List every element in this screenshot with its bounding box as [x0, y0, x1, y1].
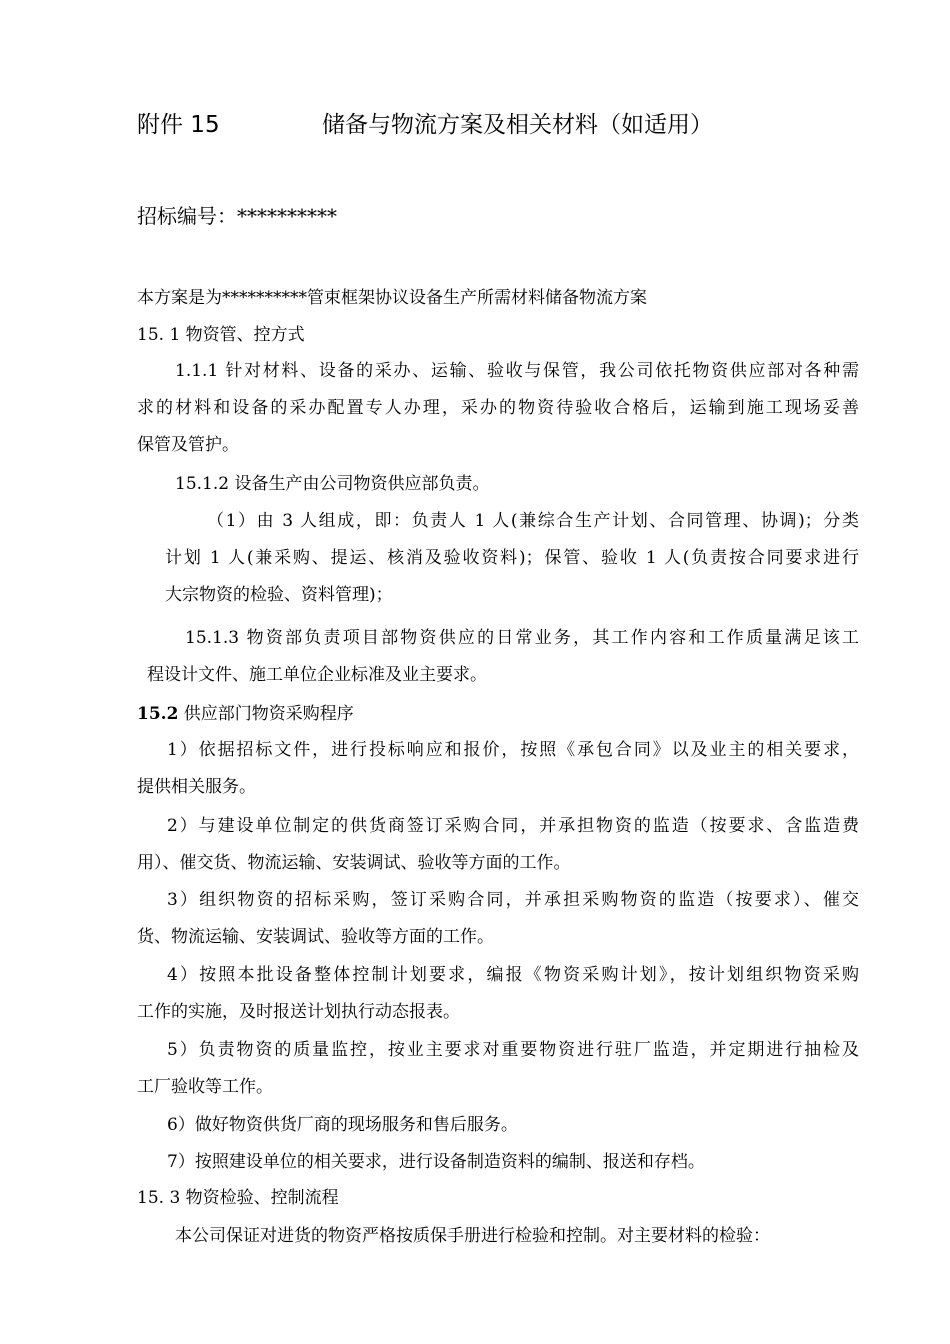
list-item-2-line1: 2）与建设单位制定的供货商签订采购合同，并承担物资的监造（按要求、含监造费 [167, 816, 859, 836]
section-15-1-heading: 15. 1 物资管、控方式 [137, 325, 305, 345]
list-item-1-line1: 1）依据招标文件，进行投标响应和报价，按照《承包合同》以及业主的相关要求， [167, 740, 859, 760]
list-item-5-line1: 5）负责物资的质量监控，按业主要求对重要物资进行驻厂监造，并定期进行抽检及 [167, 1040, 859, 1060]
section-15-1-p3-line2: 计划 1 人(兼采购、提运、核消及验收资料)；保管、验收 1 人(负责按合同要求进行 [165, 548, 859, 568]
section-15-2-heading [137, 703, 354, 725]
section-15-1-p2: 15.1.2 设备生产由公司物资供应部负责。 [175, 474, 490, 494]
section-15-1-p1-line1: 1.1.1 针对材料、设备的采办、运输、验收与保管，我公司依托物资供应部对各种需 [175, 361, 859, 381]
attachment-label: 附件 15 [137, 112, 220, 138]
section-15-2-number: 15.2 [137, 704, 179, 724]
section-15-1-p3-line1: （1）由 3 人组成，即：负责人 1 人(兼综合生产计划、合同管理、协调)；分类 [207, 511, 859, 531]
section-15-1-p1-line3: 保管及管护。 [137, 435, 239, 455]
list-item-3-line2: 货、物流运输、安装调试、验收等方面的工作。 [137, 927, 494, 947]
list-item-7: 7）按照建设单位的相关要求，进行设备制造资料的编制、报送和存档。 [167, 1152, 705, 1172]
bid-number: 招标编号：********** [137, 204, 337, 228]
section-15-1-p4-line1: 15.1.3 物资部负责项目部物资供应的日常业务，其工作内容和工作质量满足该工 [185, 628, 859, 648]
list-item-3-line1: 3）组织物资的招标采购，签订采购合同，并承担采购物资的监造（按要求）、催交 [167, 890, 859, 910]
intro-text: 本方案是为**********管束框架协议设备生产所需材料储备物流方案 [137, 288, 647, 308]
list-item-4-line1: 4）按照本批设备整体控制计划要求，编报《物资采购计划》，按计划组织物资采购 [167, 965, 859, 985]
list-item-1-line2: 提供相关服务。 [137, 777, 256, 797]
section-15-1-p4-line2: 程设计文件、施工单位企业标准及业主要求。 [147, 665, 487, 685]
list-item-4-line2: 工作的实施，及时报送计划执行动态报表。 [137, 1002, 460, 1022]
section-15-1-p3-line3: 大宗物资的检验、资料管理)； [165, 585, 393, 605]
list-item-2-line2: 用）、催交货、物流运输、安装调试、验收等方面的工作。 [137, 853, 571, 873]
section-15-3-p1: 本公司保证对进货的物资严格按质保手册进行检验和控制。对主要材料的检验： [175, 1226, 770, 1246]
list-item-6: 6）做好物资供货厂商的现场服务和售后服务。 [167, 1115, 518, 1135]
section-15-2-title: 供应部门物资采购程序 [178, 704, 354, 724]
list-item-5-line2: 工厂验收等工作。 [137, 1077, 273, 1097]
section-15-1-p1-line2: 求的材料和设备的采办配置专人办理，采办的物资待验收合格后，运输到施工现场妥善 [137, 398, 859, 418]
section-15-3-heading: 15. 3 物资检验、控制流程 [137, 1188, 339, 1208]
page-title: 储备与物流方案及相关材料（如适用） [322, 112, 713, 138]
